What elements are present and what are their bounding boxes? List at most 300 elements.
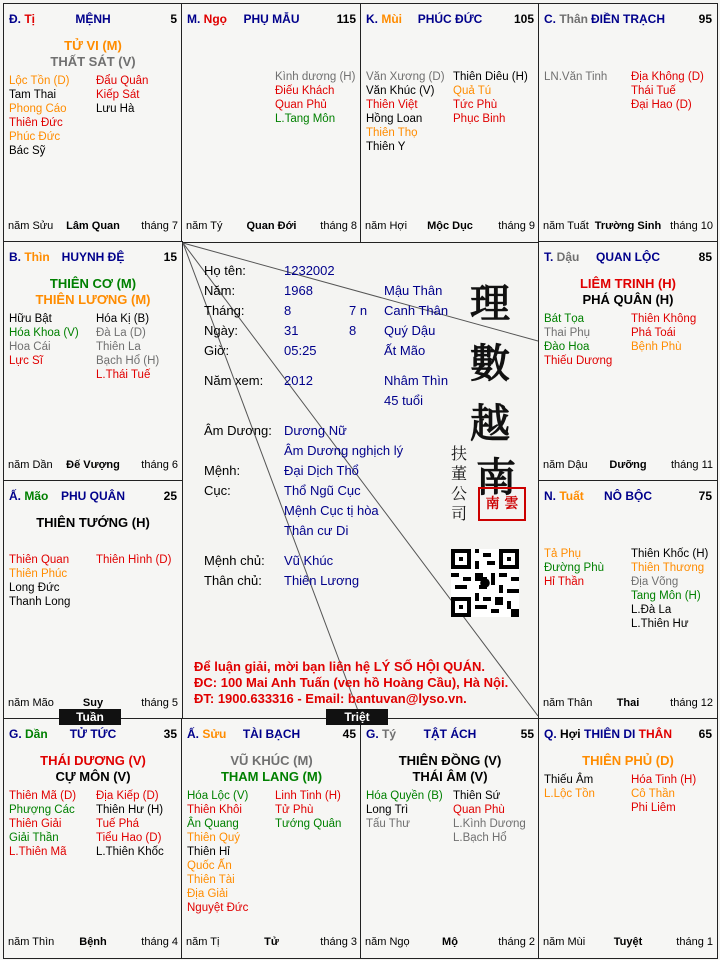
minor-stars-left [544,312,612,368]
minor-star: Địa Giải [187,888,228,900]
palace-header [9,489,177,505]
main-stars [4,753,182,785]
minor-stars-left [366,70,445,154]
footer-month: tháng 6 [141,459,178,471]
than-chu-label: Thân chủ: [204,573,262,588]
palace-number: 95 [698,12,712,26]
minor-star: Thiên Khốc (H) [631,548,709,560]
view-year-can: Nhâm Thìn [384,373,449,388]
minor-star: Đà La (D) [96,327,146,339]
minor-star: Đại Hao (D) [631,99,692,111]
minor-star: Thiên Không [631,313,697,325]
minor-star: Đào Hoa [544,341,590,353]
palace-header [544,489,712,505]
palace-cell[interactable] [538,718,718,959]
footer-trang: Đế Vượng [66,459,120,471]
minor-star: Kiếp Sát [96,89,140,101]
main-stars [182,753,361,785]
month-value: 8 [284,303,292,318]
main-star: LIÊM TRINH (H) [579,276,677,291]
branch-part: Tý [382,727,397,741]
footer-year: năm Tý [186,220,223,232]
branch-part: Q. [544,727,561,741]
minor-star: Long Trì [366,804,409,816]
minor-stars-left [544,773,595,801]
footer-trang: Tuyệt [613,936,643,948]
palace-header [366,727,534,743]
footer-month: tháng 7 [141,220,178,232]
main-stars [4,276,182,308]
main-stars [4,515,182,531]
calligraphy-char-2: 數 [470,340,510,387]
am-duong-note: Âm Dương nghịch lý [284,443,404,458]
minor-star: Thiên Hư (H) [96,804,164,816]
day-label: Ngày: [204,323,238,338]
footer-year: năm Mùi [543,936,586,948]
minor-star: Địa Võng [631,576,679,588]
minor-star: Tử Phù [275,804,314,816]
palace-name-text: PHÚC ĐỨC [417,12,483,26]
minor-star: Hỉ Thần [544,576,585,588]
cuc-note: Mệnh Cục tị hòa [284,503,379,518]
minor-star: Nguyệt Đức [187,902,249,914]
palace-footer [543,220,713,234]
palace-cell[interactable] [538,3,718,243]
minor-stars-right [453,70,528,126]
view-year-label: Năm xem: [204,373,264,388]
minor-star: Thiên Khôi [187,804,242,816]
footer-year: năm Hợi [365,220,408,232]
minor-star: Thiên Đức [9,117,63,129]
contact-line-1: Để luận giải, mời bạn liên hệ LÝ SỐ HỘI QUÁN. [194,659,485,674]
palace-name [9,250,177,264]
minor-star: Linh Tinh (H) [275,790,341,802]
palace-header [187,727,356,743]
main-star: THAM LANG (M) [220,769,323,784]
minor-star: Thiên Việt [366,99,418,111]
main-star: THIÊN PHỦ (D) [582,753,674,768]
cuc-value: Thổ Ngũ Cục [284,483,361,498]
day-lunar: 8 [349,323,357,338]
minor-stars-right [631,547,708,631]
palace-number: 15 [163,250,177,264]
minor-stars-right [631,312,696,354]
minor-star: Phúc Đức [9,131,61,143]
minor-star: Địa Không (D) [631,71,704,83]
minor-star: Lưu Hà [96,103,135,115]
palace-cell[interactable] [360,718,540,959]
branch-part: G. [9,727,26,741]
palace-name [9,12,177,26]
minor-star: Hóa Quyền (B) [366,790,443,802]
main-star: VŨ KHÚC (M) [230,753,313,768]
menh-chu-value: Vũ Khúc [284,553,334,568]
main-stars [4,38,182,70]
footer-month: tháng 10 [670,220,713,232]
palace-cell[interactable] [538,241,718,482]
footer-year: năm Tuất [543,220,589,232]
minor-star: Thiên Thương [631,562,705,574]
palace-cell[interactable] [3,241,183,482]
minor-stars-right [275,789,341,831]
minor-star: Thiên Sứ [453,790,501,802]
minor-star: L.Bạch Hổ [453,832,507,844]
main-star: THẤT SÁT (V) [50,54,136,69]
am-duong-label: Âm Dương: [204,423,272,438]
calligraphy-small-text: 扶 董 公 司 [451,444,468,523]
minor-star: Địa Kiếp (D) [96,790,159,802]
minor-star: L.Thiên Hư [631,618,689,630]
minor-star: Thiên Hỉ [187,846,230,858]
minor-star: Thanh Long [9,596,71,608]
minor-stars-left [9,789,76,859]
palace-footer [8,459,178,473]
palace-footer [543,936,713,950]
branch-part: Mùi [381,12,403,26]
palace-footer [543,697,713,711]
minor-star: Tướng Quân [275,818,342,830]
minor-star: Thiên Quý [187,832,241,844]
calligraphy-char-4: 南 [476,454,516,501]
minor-star: Phi Liêm [631,802,676,814]
minor-star: Lộc Tồn (D) [9,75,70,87]
minor-star: Tả Phụ [544,548,582,560]
main-star: THÁI DƯƠNG (V) [40,753,146,768]
footer-year: năm Dần [8,459,53,471]
footer-trang: Quan Đới [246,220,297,232]
hour-can: Ất Mão [384,343,426,358]
main-star: THÁI ÂM (V) [412,769,488,784]
minor-stars-left [544,547,604,589]
minor-stars-right [96,789,164,859]
main-star: CỰ MÔN (V) [55,769,131,784]
palace-name [366,12,534,26]
palace-number: 5 [170,12,177,26]
hour-label: Giờ: [204,343,230,358]
footer-month: tháng 2 [498,936,535,948]
footer-month: tháng 8 [320,220,357,232]
footer-month: tháng 12 [670,697,713,709]
footer-year: năm Mão [8,697,54,709]
palace-number: 75 [698,489,712,503]
qr-code-icon[interactable] [451,549,519,617]
minor-star: Văn Khúc (V) [366,85,435,97]
footer-trang: Mộc Dục [427,220,473,232]
than-marker: THÂN [635,727,672,741]
palace-header [544,250,712,266]
footer-year: năm Dậu [543,459,588,471]
minor-star: Quốc Ấn [187,860,232,872]
minor-star: Thiên Mã (D) [9,790,77,802]
minor-star: Thiên Quan [9,554,70,566]
palace-name [544,727,712,741]
palace-footer [8,220,178,234]
palace-name-text: TÀI BẠCH [242,727,301,741]
branch-part: Đ. [9,12,25,26]
main-star: THIÊN LƯƠNG (M) [35,292,151,307]
palace-cell[interactable] [3,3,183,243]
branch-part: K. [366,12,382,26]
footer-month: tháng 1 [676,936,713,948]
footer-trang: Mộ [442,936,458,948]
palace-name-text: TẬT ÁCH [423,727,477,741]
palace-name-text: PHU QUÂN [60,489,125,503]
day-can: Quý Dậu [384,323,436,338]
branch-part: M. [187,12,204,26]
main-star: THIÊN CƠ (M) [49,276,137,291]
year-value: 1968 [284,283,313,298]
footer-trang: Suy [82,697,104,709]
minor-stars-left [544,70,607,84]
minor-stars-right [275,70,355,126]
minor-star: L.Đà La [631,604,672,616]
main-star: THIÊN ĐỒNG (V) [398,753,502,768]
menh-chu-label: Mệnh chủ: [204,553,265,568]
minor-star: Thái Tuế [631,85,676,97]
minor-star: Đường Phù [544,562,604,574]
minor-star: Thiếu Âm [544,774,594,786]
minor-star: Thiên Diêu (H) [453,71,528,83]
minor-star: Thiên Phúc [9,568,68,580]
minor-star: L.Tang Môn [275,113,336,125]
year-can: Mậu Thân [384,283,443,298]
minor-star: Thiên La [96,341,141,353]
minor-stars-left [9,553,70,609]
age-value: 45 tuổi [384,393,424,408]
than-chu-value: Thiên Lương [284,573,360,588]
palace-name [187,727,356,741]
palace-header [9,727,177,743]
minor-stars-left [187,789,248,915]
footer-trang: Trường Sinh [594,220,662,232]
palace-number: 25 [163,489,177,503]
minor-star: Giải Thần [9,832,59,844]
palace-cell[interactable] [3,480,183,720]
minor-star: Hóa Lộc (V) [187,790,249,802]
palace-name-text: TỬ TỨC [69,727,117,741]
than-cu-value: Thân cư Di [284,523,349,538]
palace-number: 65 [698,727,712,741]
tuan-badge: Tuần [59,709,121,725]
main-stars [361,753,539,785]
main-star: THIÊN TƯỚNG (H) [36,515,150,530]
main-star: PHÁ QUÂN (H) [582,292,674,307]
branch-part: Thìn [24,250,50,264]
view-year-value: 2012 [284,373,313,388]
minor-star: L.Kình Dương [453,818,526,830]
palace-cell[interactable] [3,718,183,959]
minor-star: Tiểu Hao (D) [96,832,162,844]
month-can: Canh Thân [384,303,449,318]
palace-name [9,489,177,503]
palace-name [366,727,534,741]
minor-star: Phong Cáo [9,103,67,115]
minor-star: Quả Tú [453,85,492,97]
contact-address: ĐC: 100 Mai Anh Tuấn (ven hồ Hoàng Cầu), Hà Nội. [194,675,509,690]
palace-name [9,727,177,741]
minor-star: Ân Quang [187,818,239,830]
minor-star: Thiếu Dương [544,355,613,367]
branch-part: C. [544,12,560,26]
minor-star: Văn Xương (D) [366,71,445,83]
minor-stars-right [453,789,526,845]
name-label: Họ tên: [204,263,246,278]
footer-month: tháng 3 [320,936,357,948]
minor-star: Điếu Khách [275,85,335,97]
footer-year: năm Thân [543,697,593,709]
palace-footer [365,220,535,234]
minor-star: Hoa Cái [9,341,51,353]
minor-star: Thiên Hình (D) [96,554,172,566]
minor-star: Đẩu Quân [96,75,149,87]
palace-cell[interactable] [538,480,718,720]
minor-star: Bạch Hổ (H) [96,355,160,367]
minor-star: Tang Môn (H) [631,590,701,602]
palace-number: 85 [698,250,712,264]
minor-stars-right [96,312,159,382]
palace-name-text: THIÊN DI [583,727,636,741]
palace-header [366,12,534,28]
minor-star: Phượng Các [9,804,75,816]
minor-star: Long Đức [9,582,60,594]
main-stars [539,276,717,308]
footer-month: tháng 5 [141,697,178,709]
palace-cell[interactable] [181,718,362,959]
palace-name [187,12,356,26]
minor-stars-left [9,312,79,368]
minor-star: Bệnh Phù [631,341,682,353]
branch-part: T. [544,250,557,264]
palace-name [544,489,712,503]
branch-part: Tuất [559,489,584,503]
palace-footer [186,936,357,950]
palace-name-text: ĐIỀN TRẠCH [591,12,665,26]
minor-star: Tuế Phá [96,818,140,830]
branch-part: Mão [24,489,49,503]
palace-number: 45 [342,727,356,741]
palace-footer [365,936,535,950]
main-star: TỬ VI (M) [64,38,122,53]
minor-stars-right [96,74,148,116]
footer-year: năm Thìn [8,936,55,948]
palace-name [544,250,712,264]
menh-label: Mệnh: [204,463,241,478]
palace-header [187,12,356,28]
palace-name-text: MỆNH [75,12,111,26]
minor-star: Quan Phủ [275,99,327,111]
palace-cell[interactable] [181,3,362,243]
branch-part: B. [9,250,25,264]
footer-trang: Bệnh [79,936,107,948]
branch-part: G. [366,727,383,741]
minor-stars-right [96,553,171,567]
branch-part: Dậu [556,250,580,264]
main-stars [539,753,717,769]
footer-year: năm Ngọ [365,936,410,948]
minor-star: L.Thiên Mã [9,846,67,858]
footer-month: tháng 9 [498,220,535,232]
minor-star: Hóa Khoa (V) [9,327,79,339]
branch-part: Tị [24,12,36,26]
minor-star: Phá Toái [631,327,676,339]
footer-trang: Thai [616,697,640,709]
menh-value: Đại Dịch Thổ [284,463,359,478]
palace-cell[interactable] [360,3,540,243]
calligraphy-char-3: 越 [470,400,510,447]
minor-star: Bát Tọa [544,313,585,325]
palace-header [9,12,177,28]
red-seal-stamp: 南 雲 [478,487,526,521]
palace-name-text: PHỤ MẪU [243,12,300,26]
palace-footer [186,220,357,234]
minor-star: Hóa Tinh (H) [631,774,697,786]
branch-part: Ấ. [187,727,203,741]
minor-star: Thiên Tài [187,874,235,886]
branch-part: Ngọ [203,12,227,26]
minor-star: L.Lộc Tồn [544,788,595,800]
minor-star: Tấu Thư [366,818,410,830]
branch-part: N. [544,489,560,503]
minor-star: Hồng Loan [366,113,423,125]
palace-header [544,12,712,28]
branch-part: Thân [559,12,589,26]
day-value: 31 [284,323,299,338]
footer-trang: Tử [264,936,279,948]
minor-star: Thiên Thọ [366,127,418,139]
footer-year: năm Tị [186,936,220,948]
month-lunar: 7 n [349,303,368,318]
minor-star: LN.Văn Tinh [544,71,608,83]
cuc-label: Cục: [204,483,231,498]
minor-star: Thiên Y [366,141,406,153]
hour-value: 05:25 [284,343,317,358]
year-label: Năm: [204,283,236,298]
triet-badge: Triệt [326,709,388,725]
minor-star: Thai Phụ [544,327,591,339]
minor-star: Hóa Kị (B) [96,313,150,325]
footer-trang: Dưỡng [609,459,647,471]
palace-name-text: NÔ BỘC [604,489,652,503]
minor-star: Lực Sĩ [9,355,43,367]
minor-stars-left [366,789,443,831]
minor-star: L.Thiên Khốc [96,846,164,858]
palace-footer [543,459,713,473]
branch-part: Hợi [560,727,581,741]
minor-star: Hữu Bật [9,313,52,325]
am-duong-value: Dương Nữ [284,423,347,438]
minor-star: Cô Thần [631,788,675,800]
palace-name-text: QUAN LỘC [596,250,660,264]
footer-trang: Lâm Quan [66,220,120,232]
month-label: Tháng: [204,303,245,318]
palace-number: 115 [336,12,356,26]
palace-number: 105 [513,12,534,26]
minor-stars-right [631,773,696,815]
palace-header [9,250,177,266]
minor-stars-left [9,74,70,158]
palace-name [544,12,712,26]
minor-stars-right [631,70,704,112]
footer-month: tháng 4 [141,936,178,948]
palace-name-text: HUYNH ĐỆ [61,250,125,264]
minor-star: Kình dương (H) [275,71,356,83]
minor-star: Phục Binh [453,113,506,125]
minor-star: Tức Phù [453,99,498,111]
palace-header [544,727,712,743]
minor-star: Bác Sỹ [9,145,46,157]
contact-phone-email[interactable]: ĐT: 1900.633316 - Email: bantuvan@lyso.vn. [194,691,467,706]
minor-star: Thiên Giải [9,818,62,830]
